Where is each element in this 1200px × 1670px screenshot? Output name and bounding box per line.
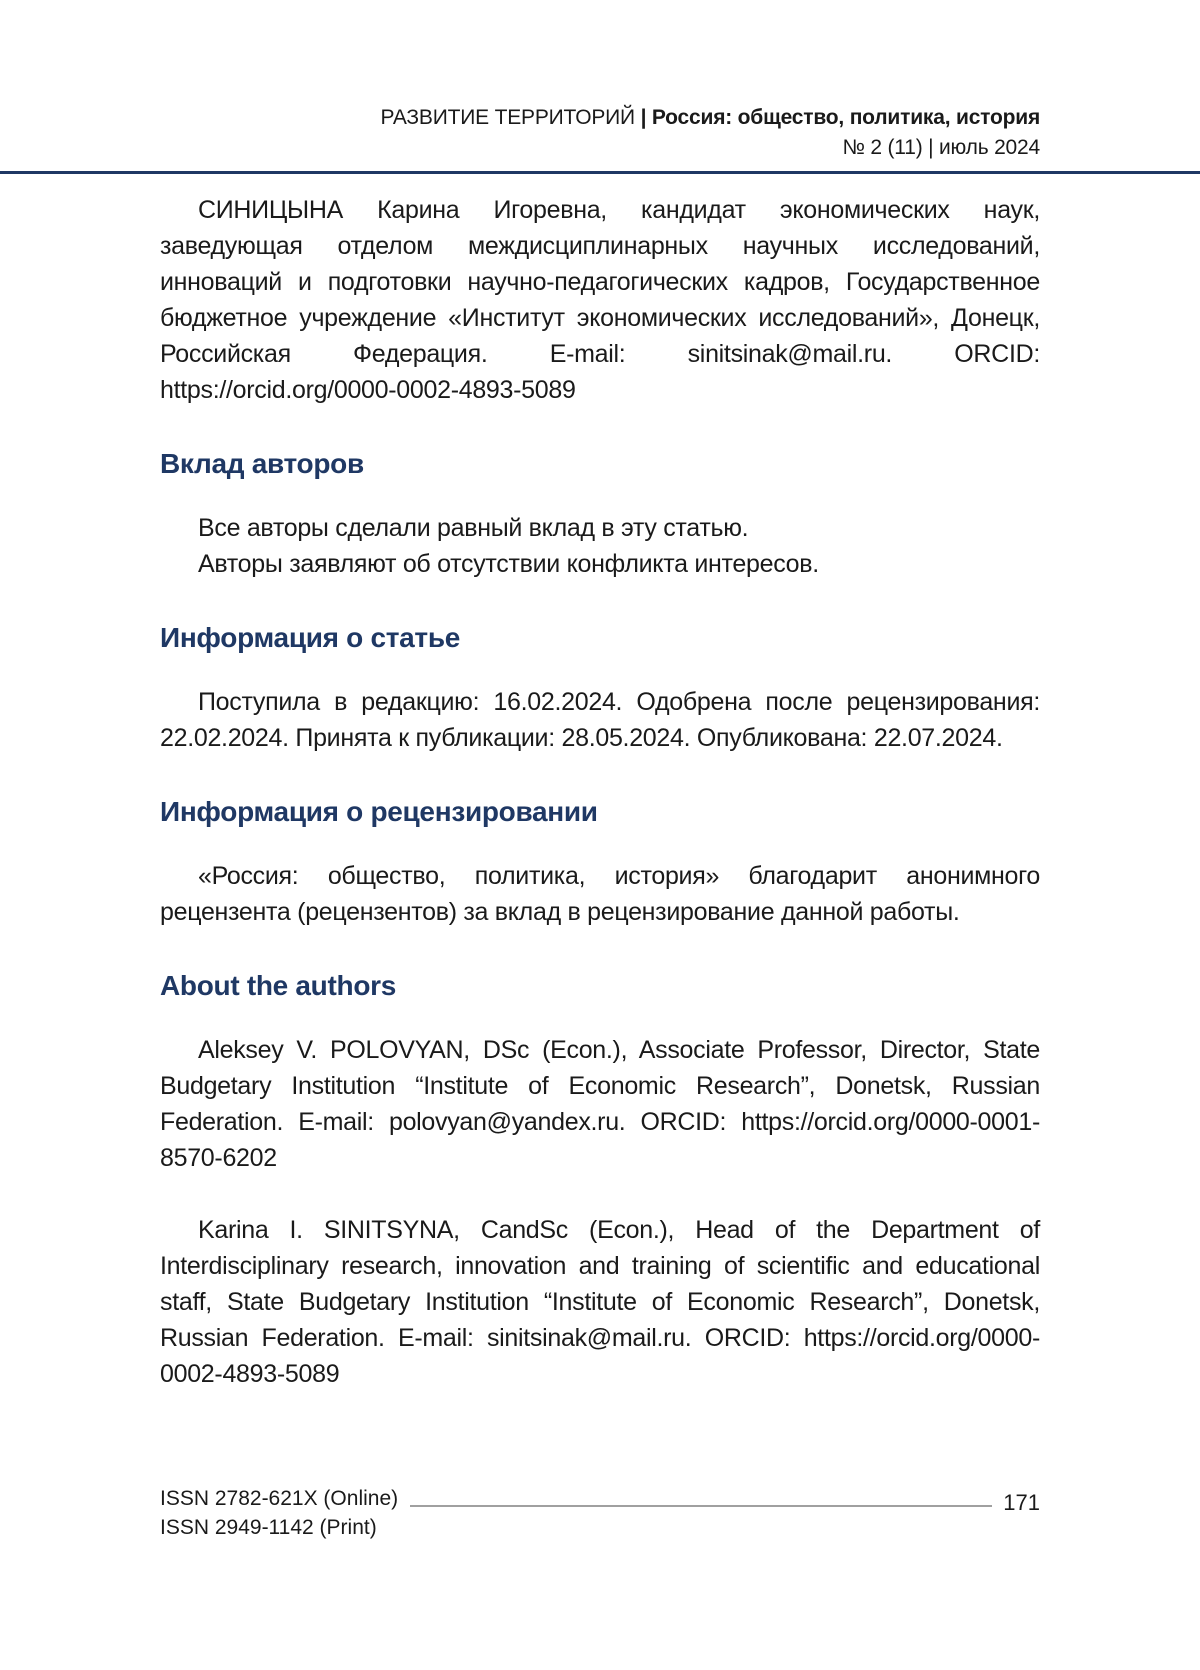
running-header [380,103,1040,163]
article-dates: Поступила в редакцию: 16.02.2024. Одобрена после рецензирования: 22.02.2024. Принята к публикации: 28.05.2024. Опубликована: 22.07.2024. [160,688,1040,752]
heading-contribution: Вклад авторов [160,448,364,479]
contribution-statement: Все авторы сделали равный вклад в эту статью. [198,514,749,542]
page-content [160,192,1040,1392]
section-name: РАЗВИТИЕ ТЕРРИТОРИЙ [380,106,635,129]
issn-print: ISSN 2949-1142 (Print) [160,1516,377,1539]
issn-block [160,1484,398,1542]
issn-online: ISSN 2782-621X (Online) [160,1487,399,1510]
running-header-title-line [380,103,1040,133]
header-rule [0,171,1200,174]
heading-review-info: Информация о рецензировании [160,796,598,827]
author-bio-polovyan-en: Aleksey V. POLOVYAN, DSc (Econ.), Associate Professor, Director, State Budgetary Institution “Institute of Economic Research”, Donetsk, Russian Federation. E-mail: polovyan@yandex.ru. ORCID: https://orcid.org/0000-0001-8570-6202 [160,1036,1040,1172]
issue-info: № 2 (11) | июль 2024 [842,136,1040,159]
journal-name: Россия: общество, политика, история [651,106,1040,129]
paragraph-gap [160,1176,1040,1212]
author-bio-sinitsyna-ru: СИНИЦЫНА Карина Игоревна, кандидат экономических наук, заведующая отделом междисциплинарных научных исследований, инноваций и подготовки научно-педагогических кадров, Государственное бюджетное учреждение «Институт экономических исследований», Донецк, Российская Федерация. E-mail: sinitsinak@mail.ru. ORCID: https://orcid.org/0000-0002-4893-5089 [160,196,1040,404]
author-bio-sinitsyna-en: Karina I. SINITSYNA, CandSc (Econ.), Head of the Department of Interdisciplinary research, innovation and training of scientific and educational staff, State Budgetary Institution “Institute of Economic Research”, Donetsk, Russian Federation. E-mail: sinitsinak@mail.ru. ORCID: https://orcid.org/0000-0002-4893-5089 [160,1216,1040,1388]
footer-rule [410,1505,992,1507]
journal-title [635,106,1040,129]
heading-about-authors: About the authors [160,970,396,1001]
conflict-statement: Авторы заявляют об отсутствии конфликта интересов. [198,550,819,578]
header-separator: | [634,106,652,129]
heading-article-info: Информация о статье [160,622,461,653]
review-acknowledgement: «Россия: общество, политика, история» благодарит анонимного рецензента (рецензентов) за вклад в рецензирование данной работы. [160,862,1040,926]
page-number: 171 [1003,1490,1040,1515]
